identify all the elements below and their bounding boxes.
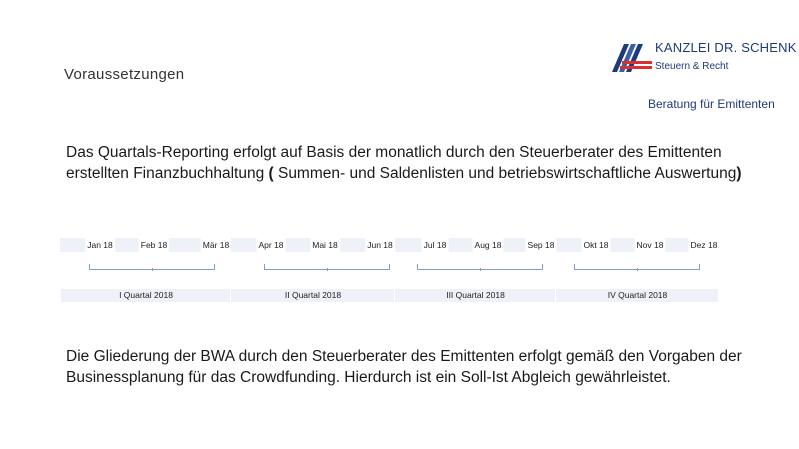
intro-line-1: Das Quartals-Reporting erfolgt auf Basis der monatlich durch den Steuerberater des Emittenten [66,144,722,161]
bracket-tick [152,268,153,271]
quarter-label: IV Quartal 2018 [555,289,719,302]
month-label: Sep 18 [527,240,555,250]
month-label: Jan 18 [87,240,113,250]
bracket-tick [327,268,328,271]
bwa-line-2: Businessplanung für das Crowdfunding. Hierdurch ist ein Soll-Ist Abgleich gewährleistet. [66,369,671,386]
intro-line-2-start: erstellten Finanzbuchhaltung [66,165,269,182]
quarter-bracket [574,264,700,270]
quarter-row [60,289,718,302]
bracket-tick [480,268,481,271]
month-label: Apr 18 [258,240,284,250]
quarter-bracket [89,264,215,270]
month-label: Dez 18 [690,240,718,250]
close-paren: ) [736,165,742,182]
quarter-label: II Quartal 2018 [230,289,395,302]
month-label: Jul 18 [423,240,447,250]
month-label: Okt 18 [583,240,609,250]
intro-paragraph [66,142,786,184]
logo-subtitle: Steuern & Recht [655,61,729,72]
month-label: Mär 18 [202,240,230,250]
month-label: Jun 18 [367,240,393,250]
intro-line-2 [66,163,786,184]
bwa-paragraph [66,346,786,388]
quarter-timeline [60,238,718,304]
month-label: Nov 18 [636,240,664,250]
open-paren: ( [268,165,274,182]
month-label: Mai 18 [312,240,338,250]
intro-line-2-content: Summen- und Saldenlisten und betriebswirtschaftliche Auswertung [273,165,737,182]
bwa-line-1: Die Gliederung der BWA durch den Steuerberater des Emittenten erfolgt gemäß den Vorgaben der [66,348,742,365]
page-title: Voraussetzungen [64,66,185,83]
month-label: Feb 18 [140,240,168,250]
logo-company-name: KANZLEI DR. SCHENK [655,40,797,55]
quarter-bracket [264,264,390,270]
quarter-label: III Quartal 2018 [394,289,556,302]
tagline: Beratung für Emittenten [648,97,775,111]
month-label: Aug 18 [474,240,502,250]
logo-mark-icon [610,42,652,74]
quarter-bracket [417,264,543,270]
bracket-tick [637,268,638,271]
company-logo [610,40,795,80]
quarter-label: I Quartal 2018 [60,289,231,302]
month-row [60,238,718,252]
